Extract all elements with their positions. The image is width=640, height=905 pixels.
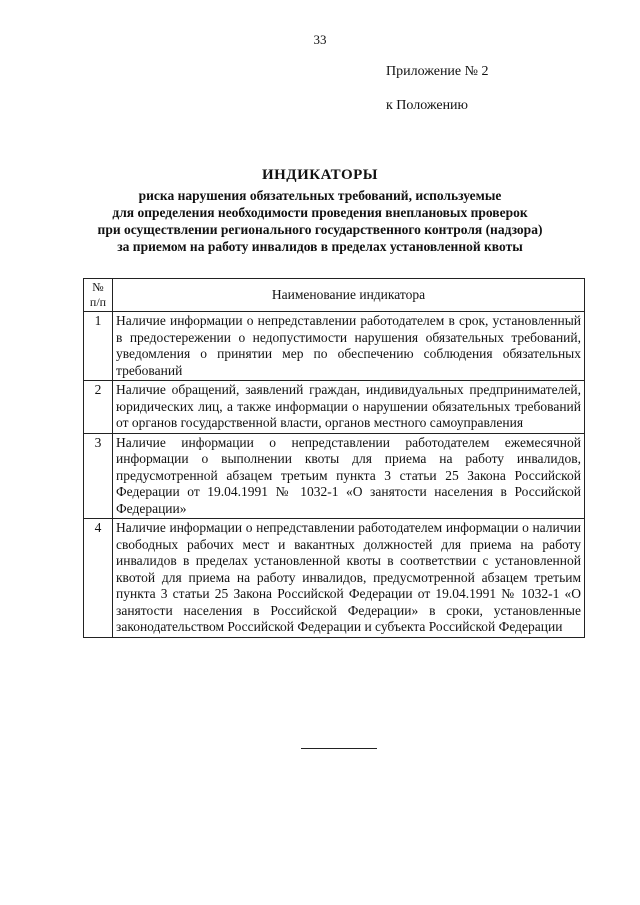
row-indicator-text: Наличие информации о непредставлении работодателем ежемесячной информации о выполнении квоты для приема на работу инвалидов, предусмотренной абзацем третьим пункта 3 статьи 25 Закона Российской Федерации от 19.04.1991 № 1032-1 «О занятости населения в Российской Федерации» [113, 433, 585, 519]
row-indicator-text: Наличие информации о непредставлении работодателем в срок, установленный в предостережении о недопустимости нарушения обязательных требований, уведомления о принятии мер по обеспечению соблюдения обязательных требований [113, 312, 585, 381]
title-main: ИНДИКАТОРЫ [261, 167, 379, 183]
column-header-number-line1: № [92, 280, 104, 294]
title-line-4: за приемом на работу инвалидов в пределах установленной квоты [117, 239, 523, 254]
title-line-1: риска нарушения обязательных требований, используемые [138, 188, 502, 203]
appendix-reference: к Положению [386, 98, 469, 113]
appendix-label: Приложение № 2 [386, 64, 489, 79]
row-indicator-text: Наличие информации о непредставлении работодателем информации о наличии свободных рабочих мест и вакантных должностей для приема на работу инвалидов в пределах установленной квоты в соответствии с установленной квотой для приема на работу инвалидов, предусмотренной абзацем третьим пункта 3 статьи 25 Закона Российской Федерации от 19.04.1991 № 1032-1 «О занятости населения в Российской Федерации» в сроки, установленные законодательством Российской Федерации и субъекта Российской Федерации [113, 519, 585, 638]
row-number: 3 [84, 433, 113, 519]
table-header-row [84, 279, 585, 312]
row-indicator-text: Наличие обращений, заявлений граждан, индивидуальных предпринимателей, юридических лиц, а также информации о нарушении обязательных требований от органов государственной власти, органов местного самоуправления [113, 381, 585, 434]
column-header-name: Наименование индикатора [113, 279, 585, 312]
row-number: 4 [84, 519, 113, 638]
closing-divider-line [301, 748, 377, 749]
document-title [0, 167, 640, 255]
indicators-table [83, 278, 585, 638]
column-header-number [84, 279, 113, 312]
title-line-3: при осуществлении регионального государственного контроля (надзора) [97, 222, 543, 237]
table-row [84, 433, 585, 519]
column-header-number-line2: п/п [89, 295, 107, 309]
table-row [84, 312, 585, 381]
row-number: 2 [84, 381, 113, 434]
title-line-2: для определения необходимости проведения внеплановых проверок [112, 205, 528, 220]
table-row [84, 381, 585, 434]
table-row [84, 519, 585, 638]
page-number: 33 [313, 32, 327, 47]
row-number: 1 [84, 312, 113, 381]
